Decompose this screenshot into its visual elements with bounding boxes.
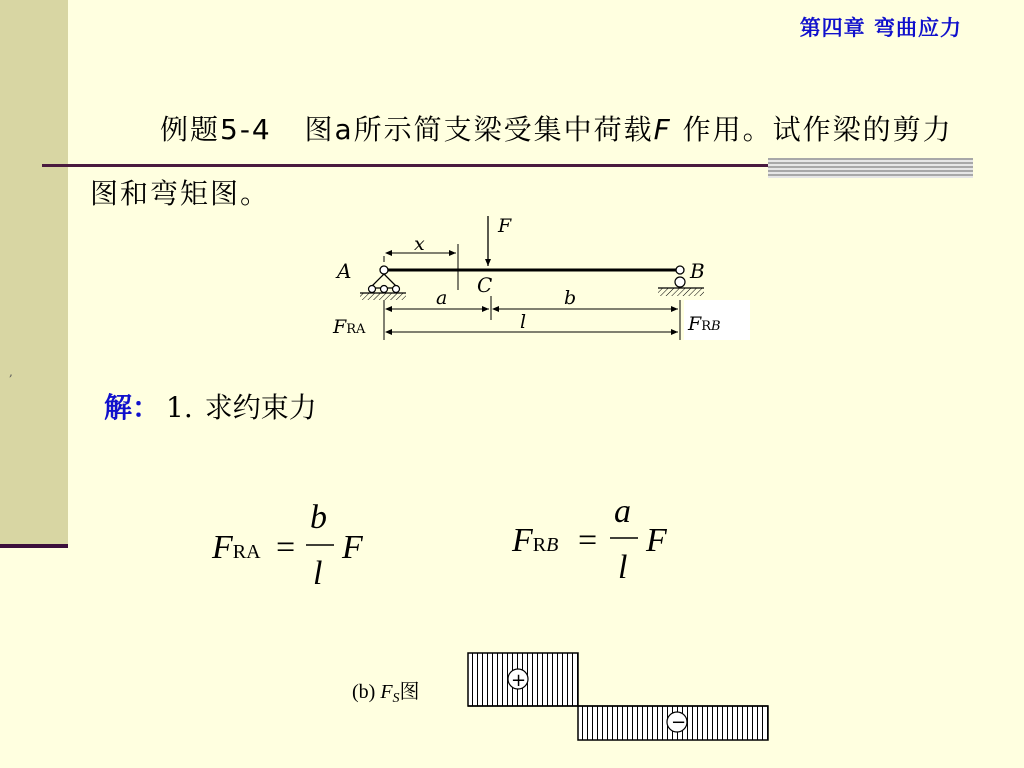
- support-a-roller-3: [393, 286, 400, 293]
- reaction-b-label: FRB: [688, 313, 721, 335]
- svg-text:b: b: [310, 499, 327, 536]
- shear-diagram-label: (b) $F_S$图: [352, 679, 420, 706]
- dim-x-label: x: [414, 233, 425, 255]
- point-c-label: C: [477, 273, 493, 297]
- positive-sign: +: [511, 670, 527, 691]
- support-a-ground: [360, 293, 406, 300]
- dim-b-label: b: [564, 287, 577, 309]
- support-b-ground: [658, 288, 704, 296]
- svg-text:=: =: [276, 529, 296, 566]
- svg-text:FRB: FRB: [512, 522, 559, 559]
- support-b-pin: [676, 266, 684, 274]
- support-a-roller-1: [369, 286, 376, 293]
- dim-l-label: l: [520, 311, 527, 333]
- svg-text:F: F: [342, 529, 363, 566]
- problem-load-symbol: F: [653, 113, 672, 146]
- support-a-roller-2: [381, 286, 388, 293]
- stray-mark: ,: [9, 365, 13, 379]
- solution-step-number: 1.: [166, 391, 193, 424]
- reaction-a-label: FRA: [333, 316, 366, 338]
- svg-text:FRA: FRA: [212, 529, 261, 566]
- svg-text:a: a: [614, 493, 631, 530]
- equation-frb: [511, 493, 668, 586]
- svg-text:l: l: [313, 555, 323, 592]
- solution-heading: [104, 386, 317, 426]
- dim-a-label: a: [436, 287, 448, 309]
- problem-text-1: 图a所示简支梁受集中荷载: [304, 113, 654, 146]
- load-label: F: [498, 215, 512, 237]
- solution-step-text: 求约束力: [204, 391, 317, 424]
- svg-text:F: F: [646, 522, 667, 559]
- equation-fra: [211, 499, 364, 592]
- svg-text:l: l: [618, 549, 628, 586]
- solution-label: 解：: [104, 391, 161, 424]
- problem-text-2: 作用。试作梁的剪力图和弯矩图。: [90, 113, 953, 210]
- support-b-label: B: [690, 259, 705, 283]
- support-b-roller: [675, 277, 685, 287]
- svg-text:=: =: [578, 522, 598, 559]
- support-a-label: A: [337, 259, 352, 283]
- negative-sign: −: [671, 712, 687, 733]
- problem-label: 例题5-4: [160, 113, 272, 146]
- support-a-pin: [380, 266, 388, 274]
- chapter-title: 第四章 弯曲应力: [799, 16, 962, 40]
